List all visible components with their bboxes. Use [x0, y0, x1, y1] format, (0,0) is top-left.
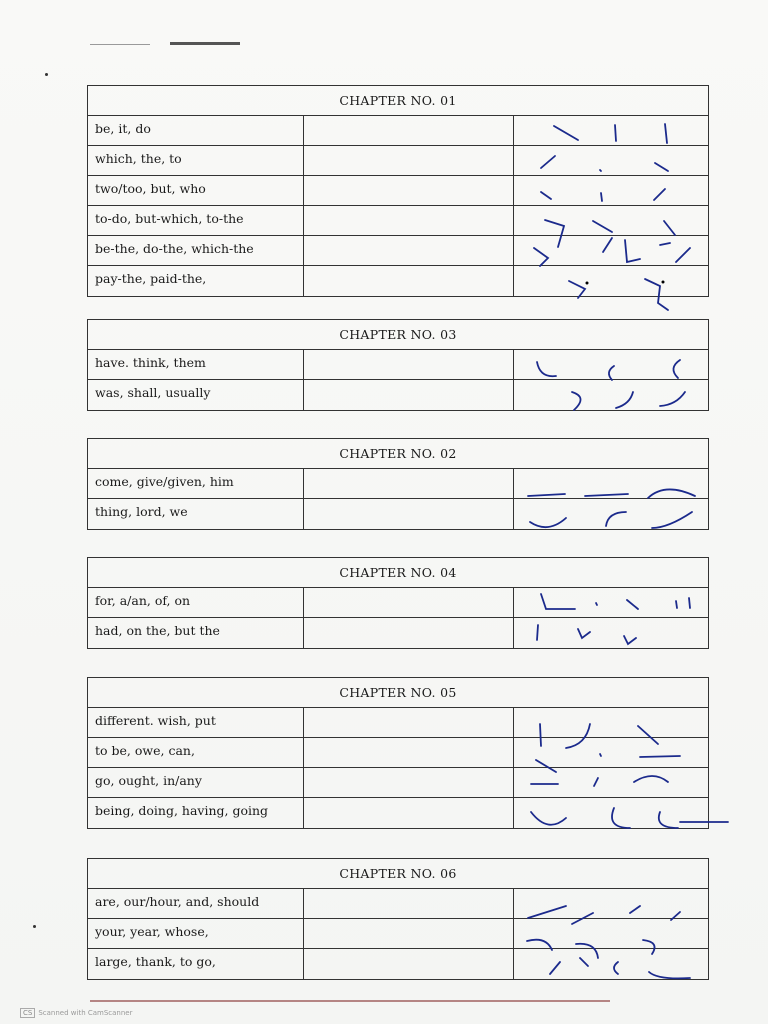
shorthand-cell	[514, 768, 708, 797]
shorthand-cell	[514, 266, 708, 296]
words-cell: to-do, but-which, to-the	[88, 206, 304, 235]
table-row	[88, 469, 708, 499]
words-cell: go, ought, in/any	[88, 768, 304, 797]
shorthand-cell	[514, 236, 708, 265]
shorthand-cell	[514, 798, 708, 828]
blank-cell	[304, 889, 514, 918]
shorthand-cell	[514, 499, 708, 529]
blank-cell	[304, 469, 514, 498]
blank-cell	[304, 708, 514, 737]
scanner-text: Scanned with CamScanner	[38, 1009, 133, 1017]
scan-speck	[33, 925, 36, 928]
table-row	[88, 708, 708, 738]
blank-cell	[304, 116, 514, 145]
blank-cell	[304, 919, 514, 948]
bottom-edge-line	[90, 1000, 610, 1002]
blank-cell	[304, 350, 514, 379]
shorthand-cell	[514, 949, 708, 979]
blank-cell	[304, 768, 514, 797]
chapter-title: CHAPTER NO. 01	[88, 86, 708, 116]
blank-cell	[304, 949, 514, 979]
chapter-title: CHAPTER NO. 05	[88, 678, 708, 708]
table-row	[88, 798, 708, 828]
shorthand-cell	[514, 350, 708, 379]
table-row	[88, 206, 708, 236]
table-row	[88, 618, 708, 648]
chapter-table-02	[87, 438, 709, 530]
shorthand-cell	[514, 618, 708, 648]
table-row	[88, 176, 708, 206]
words-cell: different. wish, put	[88, 708, 304, 737]
blank-cell	[304, 146, 514, 175]
chapter-title: CHAPTER NO. 03	[88, 320, 708, 350]
words-cell: to be, owe, can,	[88, 738, 304, 767]
words-cell: being, doing, having, going	[88, 798, 304, 828]
words-cell: had, on the, but the	[88, 618, 304, 648]
blank-cell	[304, 176, 514, 205]
shorthand-cell	[514, 588, 708, 617]
table-row	[88, 919, 708, 949]
blank-cell	[304, 499, 514, 529]
chapter-table-03	[87, 319, 709, 411]
blank-cell	[304, 588, 514, 617]
scan-artifact-mark	[90, 42, 250, 46]
blank-cell	[304, 380, 514, 410]
camscanner-logo-icon: CS	[20, 1008, 35, 1018]
shorthand-cell	[514, 116, 708, 145]
table-row	[88, 499, 708, 529]
chapter-title: CHAPTER NO. 06	[88, 859, 708, 889]
blank-cell	[304, 236, 514, 265]
chapter-title: CHAPTER NO. 04	[88, 558, 708, 588]
blank-cell	[304, 266, 514, 296]
blank-cell	[304, 738, 514, 767]
words-cell: pay-the, paid-the,	[88, 266, 304, 296]
table-row	[88, 116, 708, 146]
shorthand-cell	[514, 919, 708, 948]
shorthand-cell	[514, 176, 708, 205]
words-cell: have. think, them	[88, 350, 304, 379]
table-row	[88, 768, 708, 798]
table-row	[88, 889, 708, 919]
words-cell: which, the, to	[88, 146, 304, 175]
shorthand-cell	[514, 889, 708, 918]
shorthand-cell	[514, 469, 708, 498]
shorthand-cell	[514, 708, 708, 737]
words-cell: was, shall, usually	[88, 380, 304, 410]
table-row	[88, 738, 708, 768]
table-row	[88, 588, 708, 618]
table-row	[88, 146, 708, 176]
table-row	[88, 380, 708, 410]
shorthand-cell	[514, 738, 708, 767]
words-cell: thing, lord, we	[88, 499, 304, 529]
chapter-table-01	[87, 85, 709, 297]
words-cell: two/too, but, who	[88, 176, 304, 205]
table-row	[88, 350, 708, 380]
words-cell: be, it, do	[88, 116, 304, 145]
blank-cell	[304, 618, 514, 648]
chapter-table-06	[87, 858, 709, 980]
words-cell: for, a/an, of, on	[88, 588, 304, 617]
words-cell: are, our/hour, and, should	[88, 889, 304, 918]
scanner-watermark	[20, 1008, 133, 1018]
scan-speck	[45, 73, 48, 76]
table-row	[88, 266, 708, 296]
words-cell: come, give/given, him	[88, 469, 304, 498]
shorthand-cell	[514, 206, 708, 235]
words-cell: be-the, do-the, which-the	[88, 236, 304, 265]
chapter-table-05	[87, 677, 709, 829]
words-cell: large, thank, to go,	[88, 949, 304, 979]
shorthand-cell	[514, 146, 708, 175]
blank-cell	[304, 798, 514, 828]
chapter-table-04	[87, 557, 709, 649]
words-cell: your, year, whose,	[88, 919, 304, 948]
chapter-title: CHAPTER NO. 02	[88, 439, 708, 469]
shorthand-cell	[514, 380, 708, 410]
table-row	[88, 236, 708, 266]
blank-cell	[304, 206, 514, 235]
table-row	[88, 949, 708, 979]
